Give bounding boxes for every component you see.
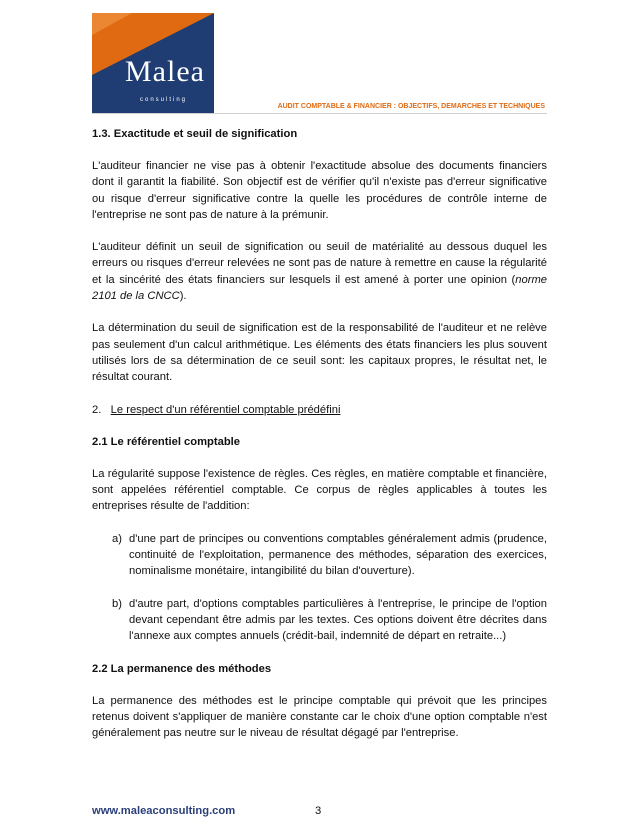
paragraph-1-3-2	[92, 239, 547, 304]
list-item	[92, 596, 547, 645]
list-item-text: d'autre part, d'options comptables particulières à l'entreprise, le principe de l'option devant cependant être admis par les textes. Ces options doivent être décrites dans l'annexe aux comptes annuels (crédit-bail, indemnité de départ en retraite...)	[129, 597, 547, 643]
heading-1-3: 1.3. Exactitude et seuil de signification	[92, 128, 298, 140]
document-body	[92, 126, 547, 757]
paragraph-1-3-1: L'auditeur financier ne vise pas à obtenir l'exactitude absolue des documents financiers dont il garantit la fiabilité. Son objectif est de vérifier qu'il n'existe pas d'erreur significative ou risque d'erreur significative contre la quelle les procédures de contrôle interne de l'entreprise ne sont pas de nature à la prémunir.	[92, 160, 547, 221]
principles-list	[92, 531, 547, 645]
page-number: 3	[315, 805, 322, 817]
paragraph-text-end: ).	[179, 290, 187, 303]
heading-2-number: 2.	[92, 403, 102, 416]
paragraph-text: L'auditeur définit un seuil de signification ou seuil de matérialité au dessous duquel les erreurs ou risques d'erreur relevées ne sont pas de nature à remettre en cause la régularité et la sincérité des états financiers sur lesquels il est amené à porter une opinion (	[92, 241, 547, 286]
list-item	[92, 531, 547, 580]
list-marker: a)	[112, 532, 122, 545]
paragraph-1-3-3: La détermination du seuil de signification est de la responsabilité de l'auditeur et ne relève pas seulement d'un calcul arithmétique. Les éléments des états financiers les plus souvent utilisés lors de sa détermination de ce seuil sont: les capitaux propres, le résultat net, le résultat courant.	[92, 322, 547, 384]
logo-subtitle: consulting	[140, 97, 188, 103]
header-divider	[92, 113, 547, 114]
heading-2-title: Le respect d'un référentiel comptable prédéfini	[110, 403, 341, 416]
paragraph-2-1-1: La régularité suppose l'existence de règles. Ces règles, en matière comptable et financière, sont appelées référentiel comptable. Ce corpus de règles applicables à toutes les entreprises résulte de l'addition:	[92, 467, 547, 513]
list-item-text: d'une part de principes ou conventions comptables généralement admis (prudence, continuité de l'exploitation, permanence des méthodes, séparation des exercices, nominalisme monétaire, intangibilité du bilan d'ouverture).	[129, 532, 547, 578]
norm-reference: norme 2101 de la CNCC	[92, 273, 547, 303]
paragraph-2-2-1: La permanence des méthodes est le principe comptable qui prévoit que les principes retenus doivent s'appliquer de manière constante car le choix d'une option comptable n'est généralement pas neutre sur le niveau de résultat dégagé par l'entreprise.	[92, 694, 547, 740]
malea-logo	[92, 13, 214, 113]
list-marker: b)	[112, 597, 122, 610]
running-header: AUDIT COMPTABLE & FINANCIER : OBJECTIFS, DEMARCHES ET TECHNIQUES	[277, 103, 545, 110]
logo-name: Malea	[125, 55, 205, 88]
heading-2-1: 2.1 Le référentiel comptable	[92, 435, 240, 448]
heading-2-2: 2.2 La permanence des méthodes	[92, 662, 272, 675]
footer-website-link[interactable]: www.maleaconsulting.com	[92, 805, 236, 817]
heading-2	[92, 402, 547, 418]
